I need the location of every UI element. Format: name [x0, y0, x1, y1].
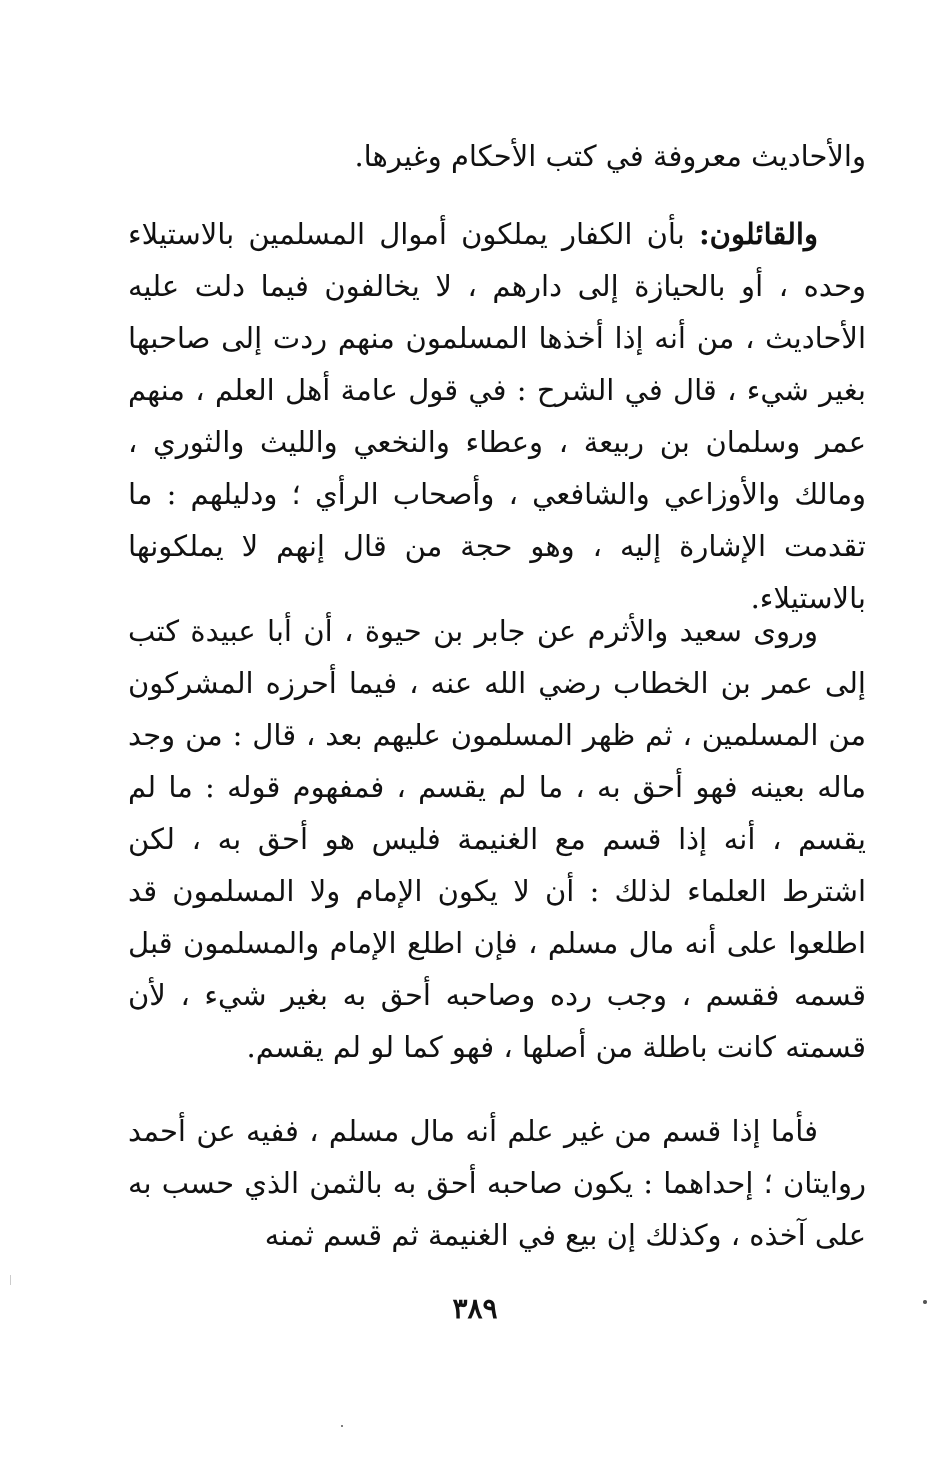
paragraph-hadith-reference: [128, 130, 866, 182]
paragraph-lead-term: والقائلون:: [698, 217, 818, 251]
scan-speck: [923, 1300, 927, 1304]
paragraph-two-narrations: [128, 1105, 866, 1261]
paragraph-text: [128, 208, 866, 624]
paragraph-text: وروى سعيد والأثرم عن جابر بن حيوة ، أن أبا عبيدة كتب إلى عمر بن الخطاب رضي الله عنه ، فيما أحرزه المشركون من المسلمين ، ثم ظهر المسلمون عليهم بعد ، قال : من وجد ماله بعينه فهو أحق به ، ما لم يقسم ، فمفهوم قوله : ما لم يقسم ، أنه إذا قسم مع الغنيمة فليس هو أحق به ، لكن اشترط العلماء لذلك : أن لا يكون الإمام ولا المسلمون قد اطلعوا على أنه مال مسلم ، فإن اطلع الإمام والمسلمون قبل قسمه فقسم ، وجب رده وصاحبه أحق به بغير شيء ، لأن قسمته كانت باطلة من أصلها ، فهو كما لو لم يقسم.: [128, 614, 866, 1064]
page-number: ٣٨٩: [452, 1292, 498, 1325]
paragraph-those-who-say: [128, 208, 866, 624]
paragraph-narration-said: [128, 605, 866, 1073]
scan-speck: [341, 1425, 343, 1427]
scan-speck: [10, 1275, 11, 1285]
paragraph-body: بأن الكفار يملكون أموال المسلمين بالاستيلاء وحده ، أو بالحيازة إلى دارهم ، لا يخالفون فيما دلت عليه الأحاديث ، من أنه إذا أخذها المسلمون منهم ردت إلى صاحبها بغير شيء ، قال في الشرح : في قول عامة أهل العلم ، منهم عمر وسلمان بن ربيعة ، وعطاء والنخعي والليث والثوري ، ومالك والأوزاعي والشافعي ، وأصحاب الرأي ؛ ودليلهم : ما تقدمت الإشارة إليه ، وهو حجة من قال إنهم لا يملكونها بالاستيلاء.: [128, 217, 866, 615]
paragraph-text: والأحاديث معروفة في كتب الأحكام وغيرها.: [354, 139, 866, 173]
paragraph-text: فأما إذا قسم من غير علم أنه مال مسلم ، ففيه عن أحمد روايتان ؛ إحداهما : يكون صاحبه أحق به بالثمن الذي حسب به على آخذه ، وكذلك إن بيع في الغنيمة ثم قسم ثمنه: [128, 1114, 866, 1252]
